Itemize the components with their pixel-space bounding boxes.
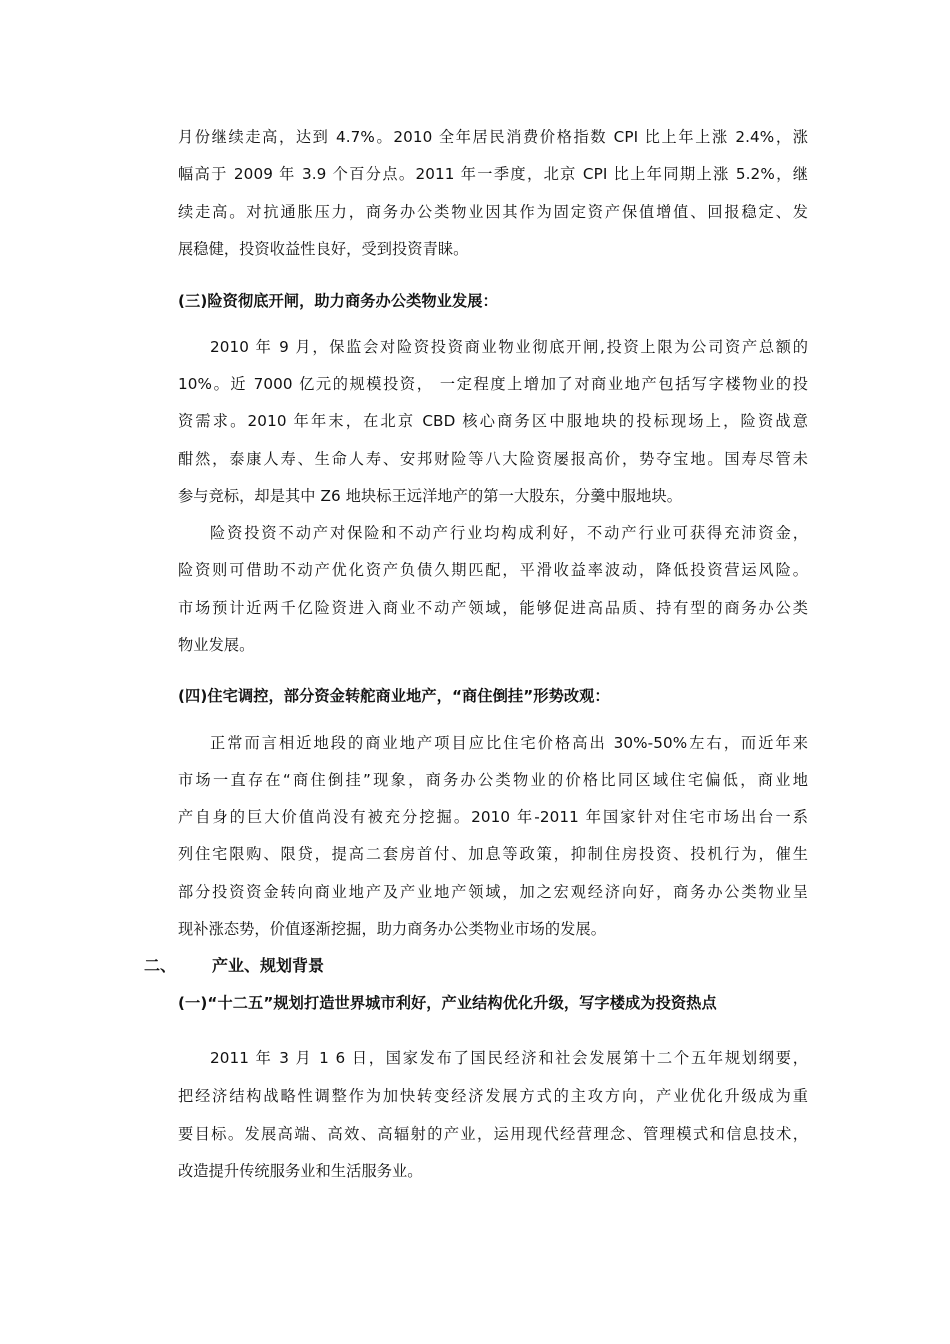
paragraph-line: 把经济结构战略性调整作为加快转变经济发展方式的主攻方向，产业优化升级成为重 xyxy=(178,1087,808,1105)
paragraph-line: 市场预计近两千亿险资进入商业不动产领域，能够促进高品质、持有型的商务办公类 xyxy=(178,599,808,617)
paragraph-line: 正常而言相近地段的商业地产项目应比住宅价格高出 30%-50%左右，而近年来 xyxy=(210,734,808,752)
section-title: 产业、规划背景 xyxy=(212,956,325,975)
paragraph-line: 酣然，泰康人寿、生命人寿、安邦财险等八大险资屡报高价，势夺宝地。国寿尽管未 xyxy=(178,450,808,468)
paragraph-line: 险资投资不动产对保险和不动产行业均构成利好，不动产行业可获得充沛资金， xyxy=(210,524,808,542)
paragraph-line: 2011 年 3 月 1 6 日，国家发布了国民经济和社会发展第十二个五年规划纲要， xyxy=(210,1049,808,1067)
subsection-heading: (四)住宅调控，部分资金转舵商业地产，“商住倒挂”形势改观： xyxy=(178,687,610,705)
paragraph-line: 续走高。对抗通胀压力，商务办公类物业因其作为固定资产保值增值、回报稳定、发 xyxy=(178,203,808,221)
paragraph-line: 参与竞标，却是其中 Z6 地块标王远洋地产的第一大股东，分羹中服地块。 xyxy=(178,487,683,505)
paragraph-line: 产自身的巨大价值尚没有被充分挖掘。2010 年-2011 年国家针对住宅市场出台一系 xyxy=(178,808,808,826)
paragraph-line: 展稳健，投资收益性良好，受到投资青睐。 xyxy=(178,240,469,258)
paragraph-line: 2010 年 9 月，保监会对险资投资商业物业彻底开闸,投资上限为公司资产总额的 xyxy=(210,338,808,356)
paragraph-line: 市场一直存在“商住倒挂”现象，商务办公类物业的价格比同区域住宅偏低，商业地 xyxy=(178,771,808,789)
paragraph-line: 部分投资资金转向商业地产及产业地产领域，加之宏观经济向好，商务办公类物业呈 xyxy=(178,883,808,901)
section-number: 二、 xyxy=(144,956,177,975)
paragraph-line: 列住宅限购、限贷，提高二套房首付、加息等政策，抑制住房投资、投机行为，催生 xyxy=(178,845,808,863)
subsection-heading: (三)险资彻底开闸，助力商务办公类物业发展： xyxy=(178,292,498,310)
paragraph-line: 幅高于 2009 年 3.9 个百分点。2011 年一季度，北京 CPI 比上年同期上涨 5.2%，继 xyxy=(178,165,808,183)
paragraph-line: 资需求。2010 年年末，在北京 CBD 核心商务区中服地块的投标现场上，险资战意 xyxy=(178,412,808,430)
paragraph-line: 月份继续走高，达到 4.7%。2010 全年居民消费价格指数 CPI 比上年上涨 2.4%，涨 xyxy=(178,128,808,146)
paragraph-line: 现补涨态势，价值逐渐挖掘，助力商务办公类物业市场的发展。 xyxy=(178,920,607,938)
paragraph-line: 改造提升传统服务业和生活服务业。 xyxy=(178,1162,423,1180)
paragraph-line: 险资则可借助不动产优化资产负债久期匹配，平滑收益率波动，降低投资营运风险。 xyxy=(178,561,808,579)
subsection-heading: (一)“十二五”规划打造世界城市利好，产业结构优化升级，写字楼成为投资热点 xyxy=(178,994,717,1012)
paragraph-line: 要目标。发展高端、高效、高辐射的产业，运用现代经营理念、管理模式和信息技术， xyxy=(178,1125,808,1143)
paragraph-line: 10%。近 7000 亿元的规模投资， 一定程度上增加了对商业地产包括写字楼物业的投 xyxy=(178,375,808,393)
paragraph-line: 物业发展。 xyxy=(178,636,255,654)
